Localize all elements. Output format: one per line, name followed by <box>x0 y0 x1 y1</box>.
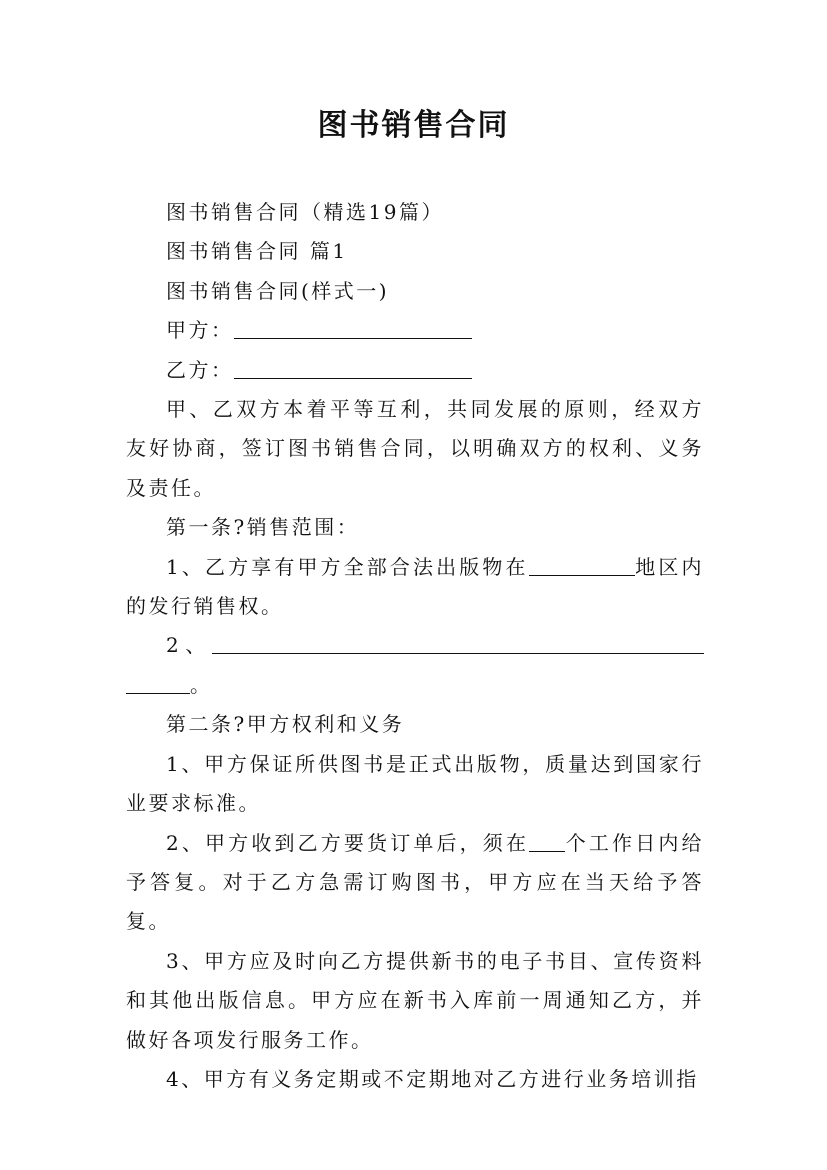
party-b-label: 乙方： <box>166 357 234 382</box>
article2-title: 第二条?甲方权利和义务 <box>166 712 405 737</box>
subtitle-line: 图书销售合同（精选19篇） <box>166 200 444 224</box>
party-a-label: 甲方： <box>166 318 234 343</box>
article1-title: 第一条?销售范围： <box>166 515 360 540</box>
article2-item2 <box>126 824 704 942</box>
article1-item2-text-b: 。 <box>190 672 213 697</box>
article1-item1-text-a: 1、乙方享有甲方全部合法出版物在 <box>166 554 529 579</box>
article2-item1: 1、甲方保证所供图书是正式出版物，质量达到国家行业要求标准。 <box>126 751 704 816</box>
item2-blank-cont <box>126 671 190 694</box>
section-heading: 图书销售合同 篇1 <box>166 239 348 264</box>
article2-item2-text-a: 2、甲方收到乙方要货订单后，须在 <box>166 830 530 855</box>
document-title: 图书销售合同 <box>317 108 510 143</box>
document-body <box>126 193 704 1099</box>
article1-item2-text-a: 2、 <box>166 633 212 658</box>
contract-style-line: 图书销售合同(样式一) <box>166 278 390 303</box>
party-a-line <box>126 311 704 350</box>
item2-blank <box>212 631 704 654</box>
region-blank <box>529 553 635 576</box>
article1-item1-text-b: 地区内的发行销售权。 <box>126 554 704 619</box>
article2-item4: 4、甲方有义务定期或不定期地对乙方进行业务培训指 <box>166 1066 699 1091</box>
party-a-blank <box>234 316 472 339</box>
article2-item2-text-b: 个工作日内给予答复。对于乙方急需订购图书，甲方应在当天给予答复。 <box>126 830 704 934</box>
party-b-line <box>126 351 704 390</box>
days-blank <box>529 829 565 852</box>
article2-item3: 3、甲方应及时向乙方提供新书的电子书目、宣传资料和其他出版信息。甲方应在新书入库前一周通知乙方，并做好各项发行服务工作。 <box>126 948 704 1052</box>
party-b-blank <box>234 356 472 379</box>
intro-paragraph: 甲、乙双方本着平等互利，共同发展的原则，经双方友好协商，签订图书销售合同，以明确双方的权利、义务及责任。 <box>126 397 704 500</box>
article1-item1 <box>126 548 704 627</box>
article1-item2 <box>126 626 704 705</box>
